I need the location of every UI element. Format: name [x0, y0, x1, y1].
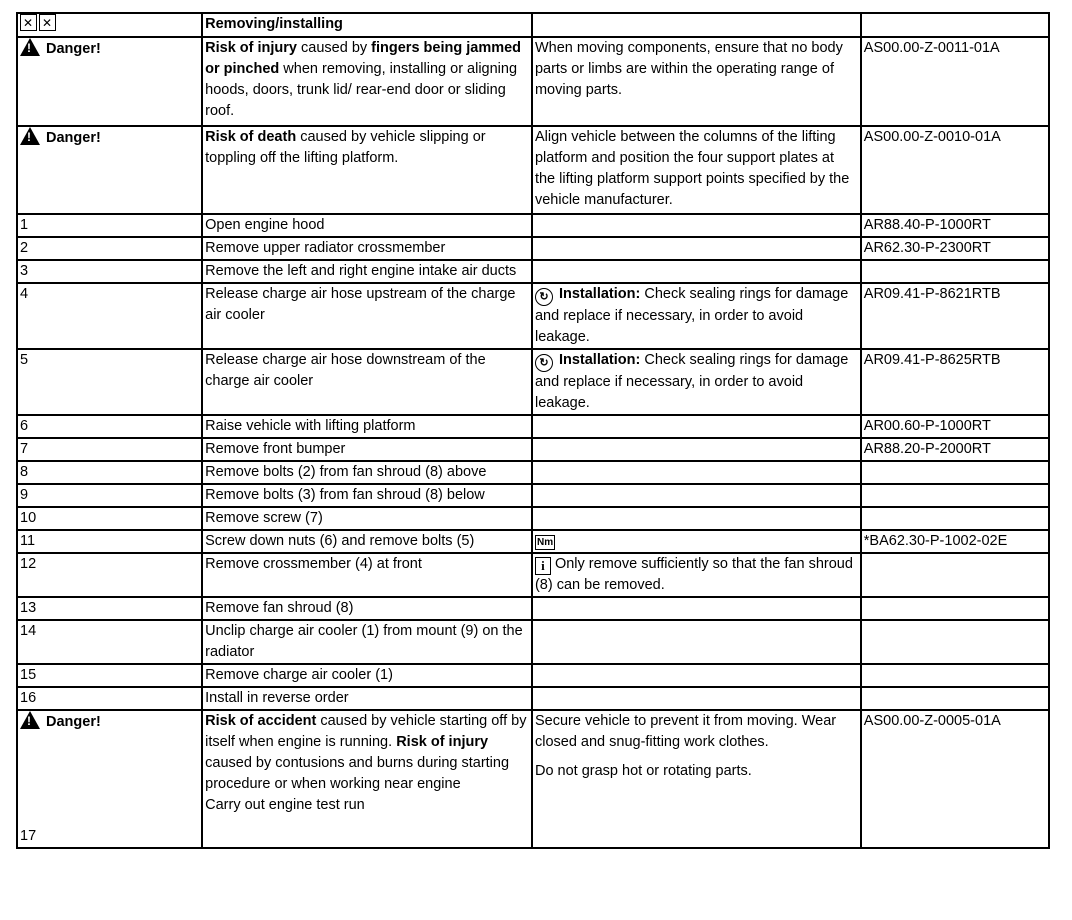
step-text: Carry out engine test run — [205, 797, 365, 813]
danger-text: Risk of death caused by vehicle slipping or toppling off the lifting platform. — [202, 126, 532, 214]
step-ref: AR09.41-P-8621RTB — [861, 283, 1049, 349]
table-row — [17, 553, 1049, 597]
step-ref: AR62.30-P-2300RT — [861, 237, 1049, 260]
step-ref: AR00.60-P-1000RT — [861, 415, 1049, 438]
step-text: Remove bolts (3) from fan shroud (8) below — [202, 484, 532, 507]
step-text: Unclip charge air cooler (1) from mount (9) on the radiator — [202, 620, 532, 664]
table-row — [17, 214, 1049, 237]
table-row — [17, 461, 1049, 484]
step-number: 1 — [17, 214, 202, 237]
table-row — [17, 260, 1049, 283]
danger-action: Align vehicle between the columns of the lifting platform and position the four support plates at the lifting platform support points specified by the vehicle manufacturer. — [532, 126, 861, 214]
warning-icon — [20, 711, 40, 729]
step-text: Screw down nuts (6) and remove bolts (5) — [202, 530, 532, 553]
torque-icon: Nm — [536, 537, 554, 548]
danger-row — [17, 126, 1049, 214]
step-number: 4 — [17, 283, 202, 349]
danger-label: Danger! — [46, 714, 101, 730]
step-number: 12 — [17, 553, 202, 597]
step-number: 14 — [17, 620, 202, 664]
step-ref: AR88.40-P-1000RT — [861, 214, 1049, 237]
danger-text: Risk of injury caused by fingers being jammed or pinched when removing, installing or aligning hoods, doors, trunk lid/ rear-end door or sliding roof. — [202, 37, 532, 126]
step-text: Remove front bumper — [202, 438, 532, 461]
step-number: 16 — [17, 687, 202, 710]
step-text: Remove charge air cooler (1) — [202, 664, 532, 687]
step-note: ↻ Installation: Check sealing rings for damage and replace if necessary, in order to avoid leakage. — [532, 349, 861, 415]
step-text: Release charge air hose upstream of the charge air cooler — [202, 283, 532, 349]
step-number: 15 — [17, 664, 202, 687]
tools-icon — [39, 14, 56, 31]
warning-icon — [20, 127, 40, 145]
table-row — [17, 620, 1049, 664]
danger-row — [17, 710, 1049, 848]
danger-ref: AS00.00-Z-0010-01A — [861, 126, 1049, 214]
table-row — [17, 415, 1049, 438]
step-ref: *BA62.30-P-1002-02E — [861, 530, 1049, 553]
installation-icon: ↻ — [535, 288, 553, 306]
danger-label: Danger! — [46, 41, 101, 57]
step-text: Raise vehicle with lifting platform — [202, 415, 532, 438]
step-text: Install in reverse order — [202, 687, 532, 710]
table-row — [17, 484, 1049, 507]
procedure-table — [16, 12, 1050, 849]
step-number: 2 — [17, 237, 202, 260]
step-number: 6 — [17, 415, 202, 438]
step-note: i Only remove sufficiently so that the fan shroud (8) can be removed. — [532, 553, 861, 597]
step-number: 13 — [17, 597, 202, 620]
header-icons — [17, 13, 202, 37]
table-row — [17, 507, 1049, 530]
danger-label: Danger! — [46, 130, 101, 146]
step-note — [532, 530, 861, 553]
step-number: 11 — [17, 530, 202, 553]
table-row — [17, 687, 1049, 710]
header-title: Removing/installing — [202, 13, 532, 37]
tools-icon — [20, 14, 37, 31]
step-number: 8 — [17, 461, 202, 484]
step-number: 3 — [17, 260, 202, 283]
header-row — [17, 13, 1049, 37]
table-row — [17, 283, 1049, 349]
step-text: Remove bolts (2) from fan shroud (8) above — [202, 461, 532, 484]
table-row — [17, 597, 1049, 620]
step-number: 7 — [17, 438, 202, 461]
table-row — [17, 237, 1049, 260]
danger-text: Risk of accident caused by vehicle starting off by itself when engine is running. Risk of injury caused by contusions and burns during starting procedure or when working near engine Carry out engine test run — [202, 710, 532, 848]
step-text: Remove fan shroud (8) — [202, 597, 532, 620]
step-ref: AR88.20-P-2000RT — [861, 438, 1049, 461]
step-number: 5 — [17, 349, 202, 415]
danger-ref: AS00.00-Z-0005-01A — [861, 710, 1049, 848]
warning-icon — [20, 38, 40, 56]
table-row — [17, 438, 1049, 461]
step-number: 9 — [17, 484, 202, 507]
table-row — [17, 664, 1049, 687]
step-note: ↻ Installation: Check sealing rings for damage and replace if necessary, in order to avoid leakage. — [532, 283, 861, 349]
step-ref: AR09.41-P-8625RTB — [861, 349, 1049, 415]
step-text: Remove upper radiator crossmember — [202, 237, 532, 260]
danger-action: When moving components, ensure that no body parts or limbs are within the operating range of moving parts. — [532, 37, 861, 126]
step-text: Open engine hood — [202, 214, 532, 237]
danger-action: Secure vehicle to prevent it from moving. Wear closed and snug-fitting work clothes. Do not grasp hot or rotating parts. — [532, 710, 861, 848]
step-number: 17 — [20, 828, 37, 844]
danger-row — [17, 37, 1049, 126]
step-number: 10 — [17, 507, 202, 530]
step-text: Remove screw (7) — [202, 507, 532, 530]
step-text: Remove crossmember (4) at front — [202, 553, 532, 597]
step-text: Remove the left and right engine intake air ducts — [202, 260, 532, 283]
installation-icon: ↻ — [535, 354, 553, 372]
info-icon: i — [535, 557, 551, 575]
table-row — [17, 349, 1049, 415]
danger-ref: AS00.00-Z-0011-01A — [861, 37, 1049, 126]
table-row — [17, 530, 1049, 553]
step-text: Release charge air hose downstream of the charge air cooler — [202, 349, 532, 415]
